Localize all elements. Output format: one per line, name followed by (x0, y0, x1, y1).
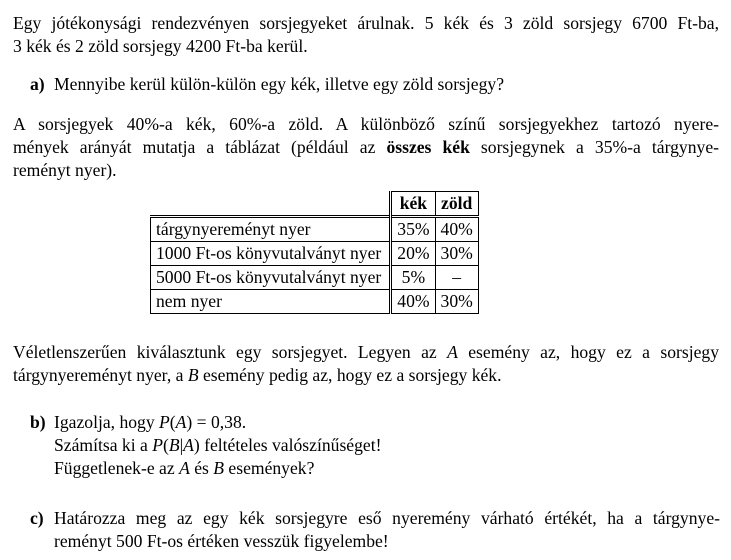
cell-green: – (435, 266, 478, 290)
random-line-1: Véletlenszerűen kiválasztunk egy sorsjegyet. Legyen az A esemény az, hogy ez a sorsjegy (13, 342, 719, 362)
context-line-3: reményt nyer). (13, 160, 117, 180)
part-c-label: c) (30, 508, 44, 528)
part-b-label: b) (30, 412, 46, 432)
random-paragraph (13, 341, 719, 387)
part-b-line-3: Függetlenek-e az A és B események? (54, 458, 315, 478)
part-a-text: Mennyibe kerül külön-külön egy kék, illetve egy zöld sorsjegy? (54, 74, 504, 94)
cell-blue: 40% (391, 290, 435, 314)
row-label: tárgynyereményt nyer (151, 217, 391, 242)
cell-green: 40% (435, 217, 478, 242)
context-bold-phrase: összes kék (386, 137, 470, 157)
part-a-label: a) (30, 74, 45, 94)
intro-paragraph (13, 12, 719, 58)
cell-green: 30% (435, 290, 478, 314)
table-header-row (151, 192, 479, 217)
table-corner (151, 192, 391, 217)
part-b-line-1: Igazolja, hogy P(A) = 0,38. (54, 412, 247, 432)
header-blue: kék (391, 192, 435, 217)
table-row (151, 242, 479, 266)
row-label: nem nyer (151, 290, 391, 314)
part-c-line-2: reményt 500 Ft-os értéken vesszük figyelembe! (54, 531, 389, 551)
row-label: 1000 Ft-os könyvutalványt nyer (151, 242, 391, 266)
cell-blue: 5% (391, 266, 435, 290)
var-a: A (447, 342, 458, 362)
table-row (151, 290, 479, 314)
context-paragraph (13, 113, 719, 182)
context-line-1: A sorsjegyek 40%-a kék, 60%-a zöld. A különböző színű sorsjegyekhez tartozó nyere- (13, 114, 719, 134)
cell-blue: 20% (391, 242, 435, 266)
row-label: 5000 Ft-os könyvutalványt nyer (151, 266, 391, 290)
part-c-line-1: Határozza meg az egy kék sorsjegyre eső nyeremény várható értékét, ha a tárgynye- (54, 508, 720, 528)
var-b: B (187, 365, 199, 385)
table-row (151, 217, 479, 242)
context-line-2: mények arányát mutatja a táblázat (például az összes kék sorsjegynek a 35%-a tárgynye- (13, 137, 719, 157)
cell-green: 30% (435, 242, 478, 266)
table-row (151, 266, 479, 290)
part-b-line-2: Számítsa ki a P(B|A) feltételes valószínűséget! (54, 435, 382, 455)
prize-table (150, 191, 479, 314)
intro-line-1: Egy jótékonysági rendezvényen sorsjegyeket árulnak. 5 kék és 3 zöld sorsjegy 6700 Ft-ba, (13, 13, 719, 33)
random-line-2: tárgynyereményt nyer, a B esemény pedig az, hogy ez a sorsjegy kék. (13, 365, 502, 385)
intro-line-2: 3 kék és 2 zöld sorsjegy 4200 Ft-ba kerül. (13, 36, 308, 56)
header-green: zöld (435, 192, 478, 217)
cell-blue: 35% (391, 217, 435, 242)
